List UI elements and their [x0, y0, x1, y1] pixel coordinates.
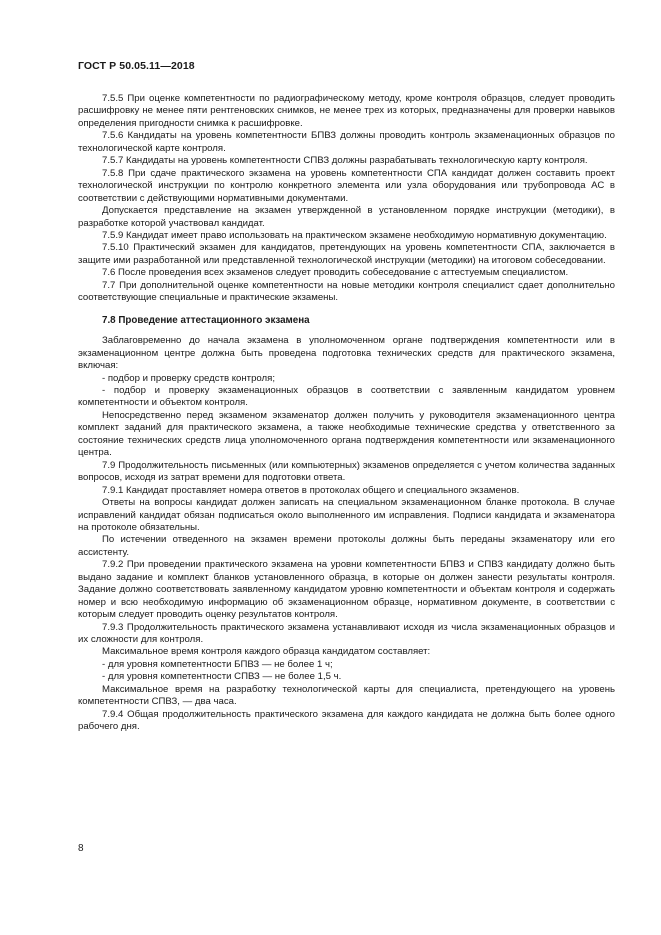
list-item: - для уровня компетентности БПВЗ — не более 1 ч;	[102, 658, 333, 670]
paragraph-7-9-1-answers: Ответы на вопросы кандидат должен записать на специальном экзаменационном бланке протокола. В случае исправлений кандидат обязан подписаться около выполненного им исправления. Подписи кандидата и экзаменатора на протоколе обязательны.	[78, 497, 615, 533]
paragraph-7-7: 7.7 При дополнительной оценке компетентности на новые методики контроля специалист сдает дополнительно соответствующие специальные и практические экзамены.	[78, 279, 615, 304]
paragraph-7-5-5: 7.5.5 При оценке компетентности по радиографическому методу, кроме контроля образцов, следует проводить расшифровку не менее пяти рентгеновских снимков, не менее трех из которых, предназначены для проверки навыков определения пригодности снимка к расшифровке.	[78, 93, 615, 129]
paragraph-7-5-8: 7.5.8 При сдаче практического экзамена на уровень компетентности СПА кандидат должен составить проект технологической инструкции по контролю конкретного элемента или узла оборудования или трубопровода АС в соответствии с действующими нормативными документами.	[78, 167, 615, 204]
paragraph-7-8-intro: Заблаговременно до начала экзамена в уполномоченном органе подтверждения компетентности или в экзаменационном центре должна быть проведена подготовка технических средств для практического экзамена, включая:	[78, 335, 615, 372]
paragraph-7-5-9: 7.5.9 Кандидат имеет право использовать на практическом экзамене необходимую нормативную документацию.	[102, 229, 607, 241]
paragraph-7-5-6: 7.5.6 Кандидаты на уровень компетентности БПВЗ должны проводить контроль экзаменационных образцов по технологической карте контроля.	[78, 130, 615, 154]
document-body	[78, 93, 615, 734]
paragraph-7-9: 7.9 Продолжительность письменных (или компьютерных) экзаменов определяется с учетом количества заданных вопросов, исходя из затрат времени для подготовки ответа.	[78, 459, 615, 484]
paragraph-7-9-1-protocols: По истечении отведенного на экзамен времени протоколы должны быть переданы экзаменатору или его ассистенту.	[78, 534, 615, 558]
paragraph-7-9-2: 7.9.2 При проведении практического экзамена на уровни компетентности БПВЗ и СПВЗ кандидату должно быть выдано задание и комплект бланков установленного образца, в которые он должен занести результаты контроля. Задание должно соответствовать заявленному кандидатом уровню компетентности и объектам контроля и содержать номер и всю необходимую информацию об экзаменационном образце, нормативном документе, в соответствии с которым следует проводить оценку результатов контроля.	[78, 559, 615, 621]
paragraph-7-5-8-note: Допускается представление на экзамен утвержденной в установленном порядке инструкции (методики), в разработке которой участвовал кандидат.	[78, 205, 615, 229]
list-item: - для уровня компетентности СПВЗ — не более 1,5 ч.	[102, 671, 342, 683]
document-header: ГОСТ Р 50.05.11—2018	[78, 60, 195, 72]
section-heading-7-8: 7.8 Проведение аттестационного экзамена	[102, 314, 310, 326]
paragraph-7-9-3-card-time: Максимальное время на разработку технологической карты для специалиста, претендующего на уровень компетентности СПВЗ, — два часа.	[78, 683, 615, 708]
page-number: 8	[78, 843, 84, 854]
paragraph-7-9-3-max-time: Максимальное время контроля каждого образца кандидатом составляет:	[102, 646, 431, 658]
list-item: - подбор и проверку средств контроля;	[102, 372, 275, 384]
paragraph-7-9-4: 7.9.4 Общая продолжительность практического экзамена для каждого кандидата не должна быть более одного рабочего дня.	[78, 708, 615, 733]
paragraph-7-8-examiner: Непосредственно перед экзаменом экзаменатор должен получить у руководителя экзаменационного центра комплект заданий для практического экзамена, а также необходимые технические средства у ответственного за состояние технических средств лица уполномоченного органа подтверждения компетентности или экзаменационного центра.	[78, 409, 615, 459]
paragraph-7-5-7: 7.5.7 Кандидаты на уровень компетентности СПВЗ должны разрабатывать технологическую карту контроля.	[102, 155, 588, 167]
paragraph-7-6: 7.6 После проведения всех экзаменов следует проводить собеседование с аттестуемым специалистом.	[102, 267, 569, 279]
paragraph-7-9-1: 7.9.1 Кандидат проставляет номера ответов в протоколах общего и специального экзаменов.	[102, 484, 520, 496]
paragraph-7-9-3: 7.9.3 Продолжительность практического экзамена устанавливают исходя из числа экзаменационных образцов и их сложности для контроля.	[78, 621, 615, 646]
list-item: - подбор и проверку экзаменационных образцов в соответствии с заявленным кандидатом уровнем компетентности и объектом контроля.	[78, 384, 615, 409]
paragraph-7-5-10: 7.5.10 Практический экзамен для кандидатов, претендующих на уровень компетентности СПА, заключается в защите ими разработанной или представленной технологической инструкции (методики) на итоговом собеседовании.	[78, 242, 615, 266]
